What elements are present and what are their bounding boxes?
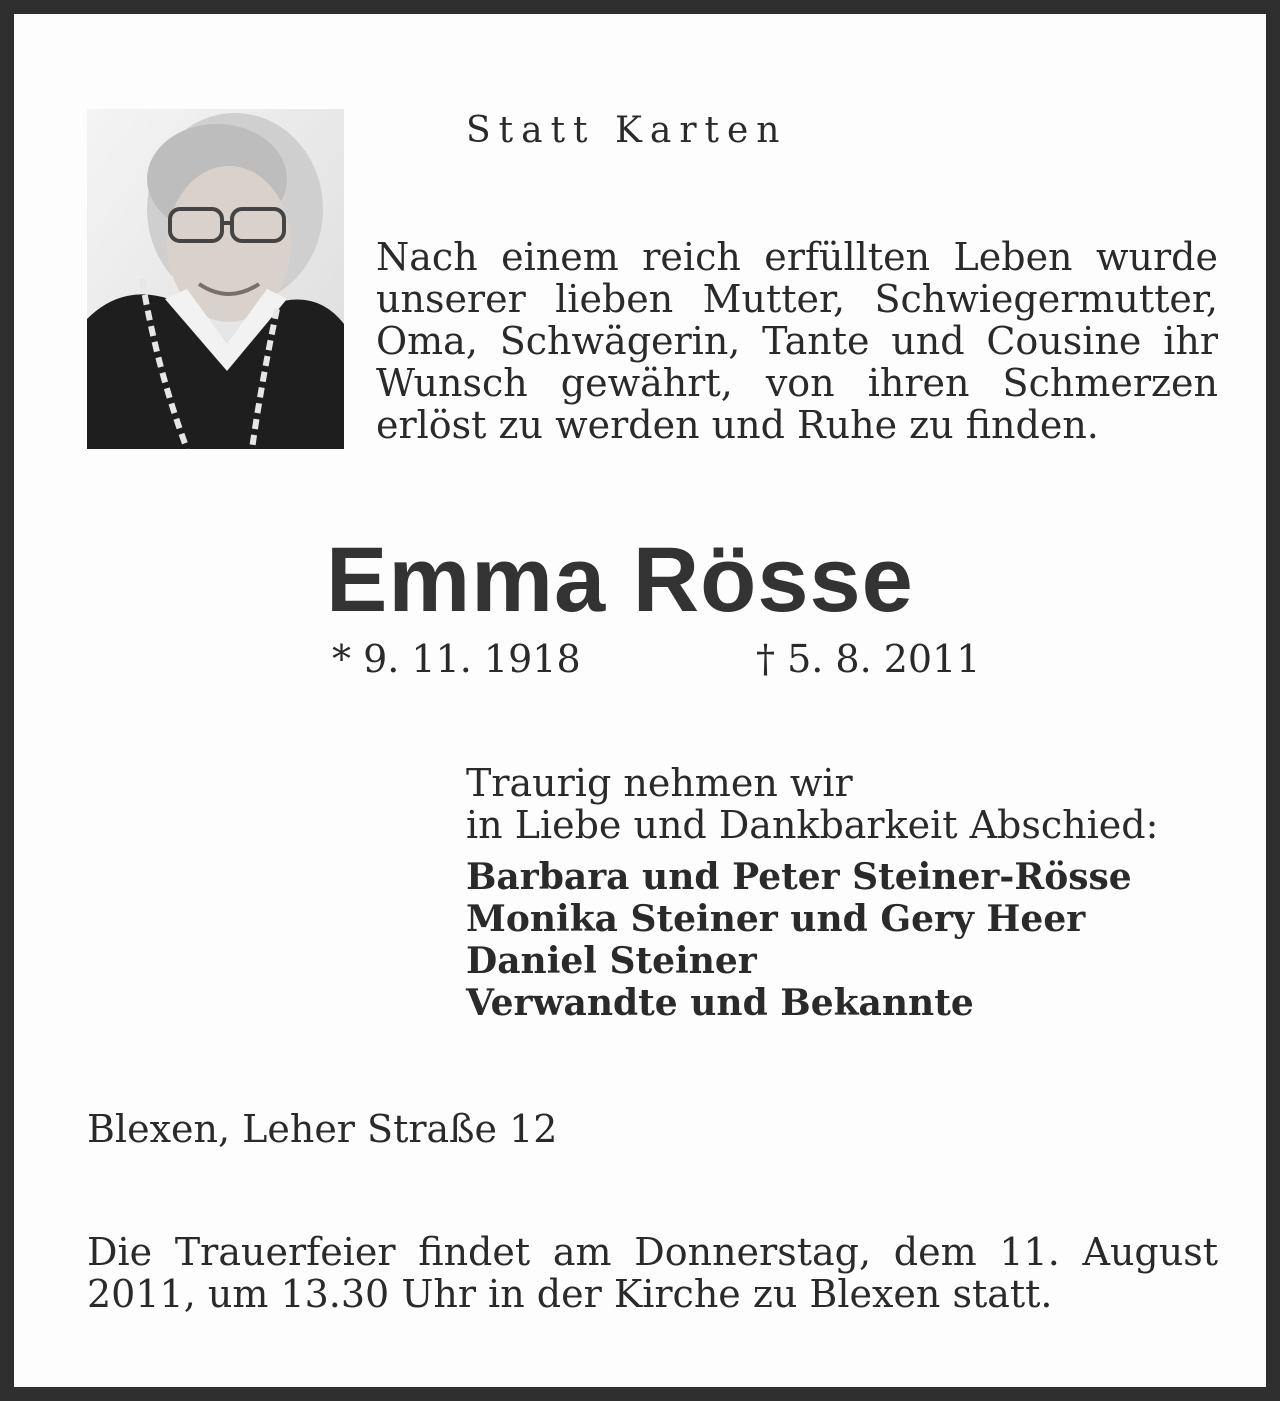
intro-paragraph: Nach einem reich erfüllten Leben wurde unserer lieben Mutter, Schwiegermutter, Oma, Schwägerin, Tante und Cousine ihr Wunsch gewährt, von ihren Schmerzen erlöst zu werden und Ruhe zu finden. — [376, 235, 1218, 447]
family-line: Monika Steiner und Gery Heer — [466, 898, 1086, 940]
mourning-text — [466, 762, 1158, 846]
birth-date: * 9. 11. 1918 — [332, 637, 581, 681]
death-date: † 5. 8. 2011 — [756, 637, 981, 681]
mourning-line-1: Traurig nehmen wir — [466, 761, 853, 805]
ceremony-info: Die Trauerfeier findet am Donnerstag, dem 11. August 2011, um 13.30 Uhr in der Kirche zu Blexen statt. — [87, 1230, 1218, 1316]
address: Blexen, Leher Straße 12 — [87, 1107, 558, 1151]
family-line: Daniel Steiner — [466, 940, 757, 982]
family-line: Verwandte und Bekannte — [466, 982, 974, 1024]
deceased-name: Emma Rösse — [326, 529, 914, 631]
portrait-photo — [87, 109, 344, 449]
family-line: Barbara und Peter Steiner-Rösse — [466, 856, 1132, 898]
family-list — [466, 856, 1132, 1024]
header-statt-karten: Statt Karten — [466, 110, 788, 151]
mourning-line-2: in Liebe und Dankbarkeit Abschied: — [466, 803, 1159, 847]
